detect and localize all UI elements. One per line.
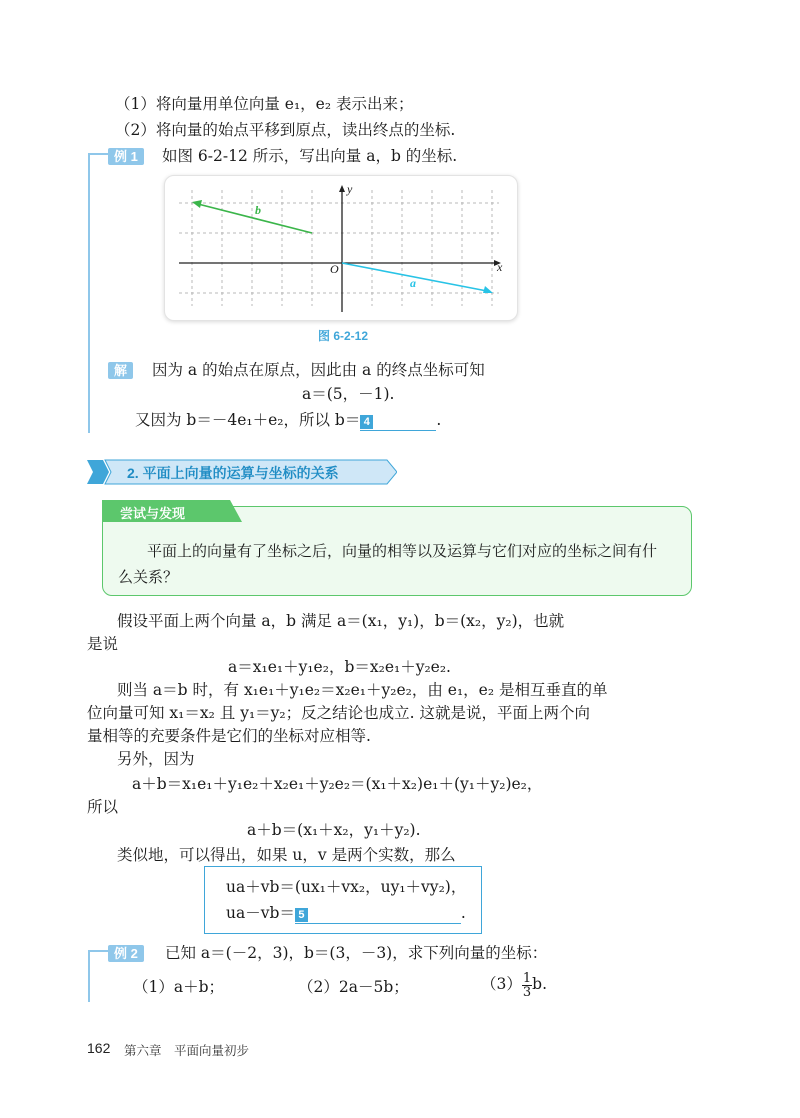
formula-line-2 [226, 903, 466, 924]
paragraph-2-line-2: 位向量可知 x₁＝x₂ 且 y₁＝y₂；反之结论也成立. 这就是说，平面上两个向 [87, 704, 590, 722]
figure-caption: 图 6-2-12 [318, 329, 369, 343]
fraction-one-third [522, 972, 532, 999]
try-discover-text-2: 么关系？ [118, 568, 179, 586]
page-number: 162 [87, 1040, 111, 1056]
example-2-item-1: （1）a＋b； [133, 978, 225, 996]
vector-a-label: a [410, 276, 416, 290]
example-1-margin-bar [88, 153, 90, 433]
solution-line-2: a＝(5，－1). [302, 385, 395, 403]
example-2-bar-tick [88, 950, 110, 952]
example-2-item-3-prefix: （3） [481, 975, 522, 993]
example-2-margin-bar [88, 950, 90, 1002]
example-1-text: 如图 6-2-12 所示，写出向量 a，b 的坐标. [162, 147, 458, 165]
equation-3: a＋b＝(x₁＋x₂，y₁＋y₂). [247, 821, 421, 839]
intro-line-2: （2）将向量的始点平移到原点，读出终点的坐标. [115, 121, 456, 139]
blank-number-5: 5 [295, 908, 308, 922]
fraction-denominator: 3 [522, 984, 532, 1000]
solution-end-dot: . [436, 411, 442, 429]
formula-line-2-text: ua－vb＝ [226, 904, 295, 922]
chapter-title: 第六章 平面向量初步 [124, 1043, 250, 1058]
origin-label: O [330, 262, 339, 276]
solution-line-1: 因为 a 的始点在原点，因此由 a 的终点坐标可知 [152, 361, 485, 379]
answer-blank-5[interactable] [295, 903, 461, 924]
fraction-numerator: 1 [522, 970, 532, 986]
paragraph-1-line-1: 假设平面上两个向量 a，b 满足 a＝(x₁，y₁)，b＝(x₂，y₂)，也就 [117, 612, 565, 630]
x-axis-label: x [497, 260, 503, 274]
example-2-tag: 例 2 [108, 945, 144, 962]
example-2-header [108, 943, 144, 962]
paragraph-2-line-3: 量相等的充要条件是它们的坐标对应相等. [87, 727, 371, 745]
try-discover-label: 尝试与发现 [120, 506, 186, 521]
coordinate-plot [165, 176, 517, 320]
try-discover-text-1: 平面上的向量有了坐标之后，向量的相等以及运算与它们对应的坐标之间有什 [147, 542, 658, 560]
section-heading [87, 458, 397, 486]
formula-line-1: ua＋vb＝(ux₁＋vx₂，uy₁＋vy₂)， [226, 878, 467, 896]
example-1-tag: 例 1 [108, 148, 144, 165]
try-discover-label-bg [102, 500, 242, 522]
paragraph-3: 另外，因为 [117, 750, 195, 768]
example-1-bar-tick [88, 153, 110, 155]
solution-tag: 解 [108, 362, 133, 379]
example-2-text: 已知 a＝(－2，3)，b＝(3，－3)，求下列向量的坐标： [165, 944, 548, 962]
blank-number-4: 4 [360, 415, 373, 429]
solution-line-3 [135, 410, 441, 431]
equation-2: a＋b＝x₁e₁＋y₁e₂＋x₂e₁＋y₂e₂＝(x₁＋x₂)e₁＋(y₁＋y₂)e₂， [132, 775, 543, 793]
example-2-item-3 [481, 969, 547, 999]
section-title: 2. 平面上向量的运算与坐标的关系 [127, 465, 339, 481]
vector-b-label: b [255, 203, 261, 217]
solution-line-3-text: 又因为 b＝－4e₁＋e₂，所以 b＝ [135, 411, 361, 429]
intro-line-1: （1）将向量用单位向量 e₁，e₂ 表示出来； [115, 95, 414, 113]
paragraph-2-line-1: 则当 a＝b 时，有 x₁e₁＋y₁e₂＝x₂e₁＋y₂e₂，由 e₁，e₂ 是相互垂直的单 [117, 681, 608, 699]
vector-b-arrow [192, 200, 202, 208]
example-2-item-2: （2）2a－5b； [298, 978, 409, 996]
example-1-header [108, 146, 144, 165]
paragraph-1-line-2: 是说 [87, 635, 119, 653]
example-2-item-3-suffix: b. [532, 975, 548, 993]
paragraph-4: 所以 [87, 798, 119, 816]
formula-end-dot: . [460, 904, 466, 922]
y-axis-label: y [347, 182, 353, 196]
figure-6-2-12 [164, 175, 518, 321]
paragraph-5: 类似地，可以得出，如果 u，v 是两个实数，那么 [117, 846, 456, 864]
answer-blank-4[interactable] [360, 410, 436, 431]
equation-1: a＝x₁e₁＋y₁e₂，b＝x₂e₁＋y₂e₂. [228, 658, 451, 676]
solution-header [108, 360, 133, 379]
y-axis-arrow [339, 185, 345, 192]
